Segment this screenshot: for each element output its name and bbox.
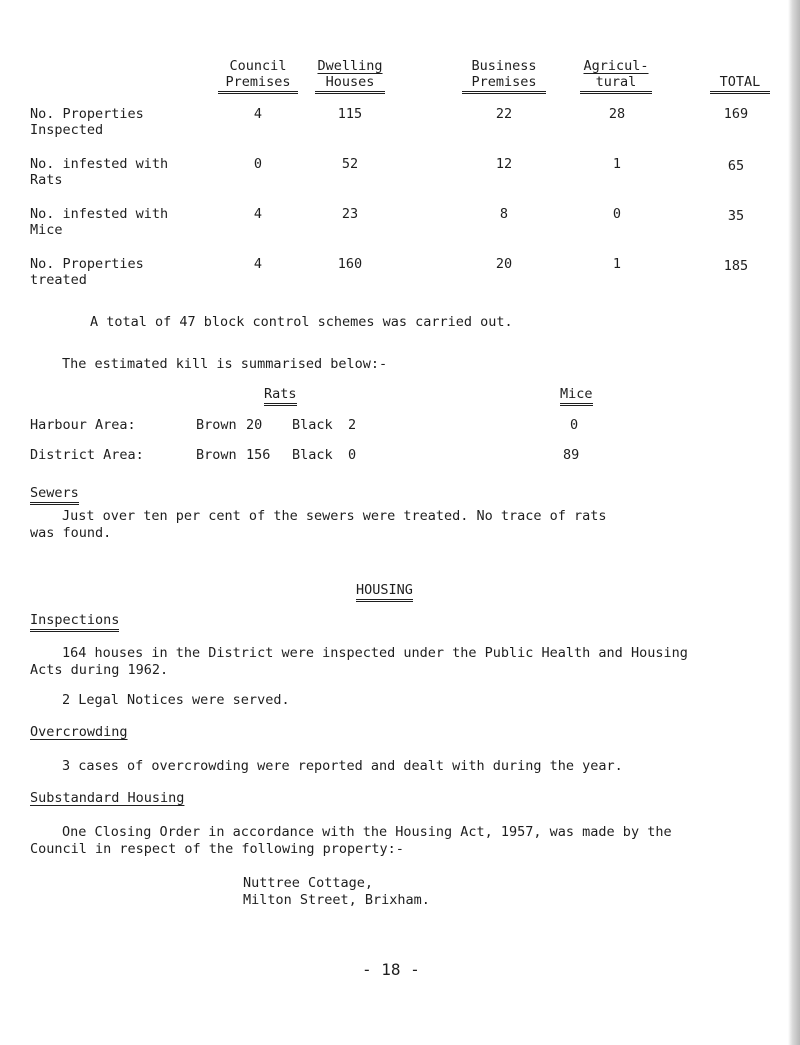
kill-intro: The estimated kill is summarised below:-	[62, 356, 388, 372]
col-header-line1: Agricul-	[583, 58, 649, 74]
row-label-line2: treated	[30, 272, 87, 289]
substandard-line1: One Closing Order in accordance with the Housing Act, 1957, was made by the	[62, 824, 672, 840]
row-label-properties-treated	[30, 256, 144, 288]
harbour-mice-value: 0	[570, 417, 579, 433]
row-label-line1: No. Properties	[30, 256, 144, 272]
row-label-line2: Mice	[30, 222, 63, 239]
harbour-black-label: Black	[292, 417, 333, 433]
cell-value: 0	[612, 206, 622, 222]
mice-header: Mice	[560, 386, 593, 406]
overcrowding-text: 3 cases of overcrowding were reported and dealt with during the year.	[62, 758, 623, 774]
scan-edge-shadow	[788, 0, 800, 1045]
row-label-line1: No. infested with	[30, 156, 169, 172]
cell-value: 23	[341, 206, 359, 222]
district-label: District Area:	[30, 447, 144, 463]
col-header-total	[710, 58, 770, 94]
col-header-dwelling	[315, 58, 385, 94]
cell-value: 4	[253, 106, 263, 122]
row-label-line2: Inspected	[30, 122, 104, 139]
col-header-line2: tural	[580, 74, 652, 94]
district-brown-label: Brown	[196, 447, 237, 463]
cell-value: 22	[495, 106, 513, 122]
sewers-text-line2: was found.	[30, 525, 112, 541]
district-mice-value: 89	[563, 447, 580, 463]
col-header-line2: Premises	[462, 74, 546, 94]
col-header-business	[462, 58, 546, 94]
overcrowding-heading: Overcrowding	[30, 724, 128, 740]
row-label-properties-inspected	[30, 106, 144, 138]
block-control-text: A total of 47 block control schemes was carried out.	[90, 314, 513, 330]
legal-notices-text: 2 Legal Notices were served.	[62, 692, 290, 708]
cell-value: 4	[253, 256, 263, 272]
cell-value: 1	[612, 256, 622, 272]
harbour-black-value: 2	[348, 417, 357, 433]
inspections-heading: Inspections	[30, 612, 119, 632]
substandard-line2: Council in respect of the following property:-	[30, 841, 404, 857]
cell-value: 20	[495, 256, 513, 272]
cell-value: 8	[499, 206, 509, 222]
col-header-agricultural	[580, 58, 652, 94]
harbour-brown-label: Brown	[196, 417, 237, 433]
page-number: - 18 -	[362, 960, 420, 979]
row-label-line1: No. Properties	[30, 106, 144, 122]
address-line1: Nuttree Cottage,	[243, 875, 374, 891]
row-label-infested-rats	[30, 156, 168, 188]
cell-value: 185	[723, 258, 749, 274]
col-header-line2: Premises	[218, 74, 298, 94]
district-black-value: 0	[348, 447, 357, 463]
col-header-line1: Business	[471, 58, 537, 74]
district-brown-value: 156	[246, 447, 271, 463]
cell-value: 35	[727, 208, 745, 224]
cell-value: 0	[253, 156, 263, 172]
row-label-line1: No. infested with	[30, 206, 169, 222]
inspections-line1: 164 houses in the District were inspected under the Public Health and Housing	[62, 645, 688, 661]
sewers-heading: Sewers	[30, 485, 79, 505]
harbour-label: Harbour Area:	[30, 417, 136, 433]
harbour-brown-value: 20	[246, 417, 263, 433]
col-header-line2: Houses	[315, 74, 385, 94]
col-header-line2: TOTAL	[710, 74, 770, 94]
col-header-council	[218, 58, 298, 94]
cell-value: 52	[341, 156, 359, 172]
housing-heading: HOUSING	[356, 582, 413, 602]
cell-value: 65	[727, 158, 745, 174]
district-black-label: Black	[292, 447, 333, 463]
cell-value: 4	[253, 206, 263, 222]
cell-value: 169	[723, 106, 749, 122]
col-header-line1: Dwelling	[317, 58, 383, 74]
inspections-line2: Acts during 1962.	[30, 662, 169, 678]
col-header-line1	[710, 58, 770, 74]
sewers-text-line1: Just over ten per cent of the sewers were treated. No trace of rats	[62, 508, 607, 524]
cell-value: 12	[495, 156, 513, 172]
cell-value: 115	[337, 106, 363, 122]
cell-value: 1	[612, 156, 622, 172]
cell-value: 160	[337, 256, 363, 272]
cell-value: 28	[608, 106, 626, 122]
address-line2: Milton Street, Brixham.	[243, 892, 430, 908]
col-header-line1: Council	[229, 58, 287, 74]
substandard-heading: Substandard Housing	[30, 790, 185, 806]
rats-header: Rats	[264, 386, 297, 406]
row-label-line2: Rats	[30, 172, 63, 189]
row-label-infested-mice	[30, 206, 168, 238]
